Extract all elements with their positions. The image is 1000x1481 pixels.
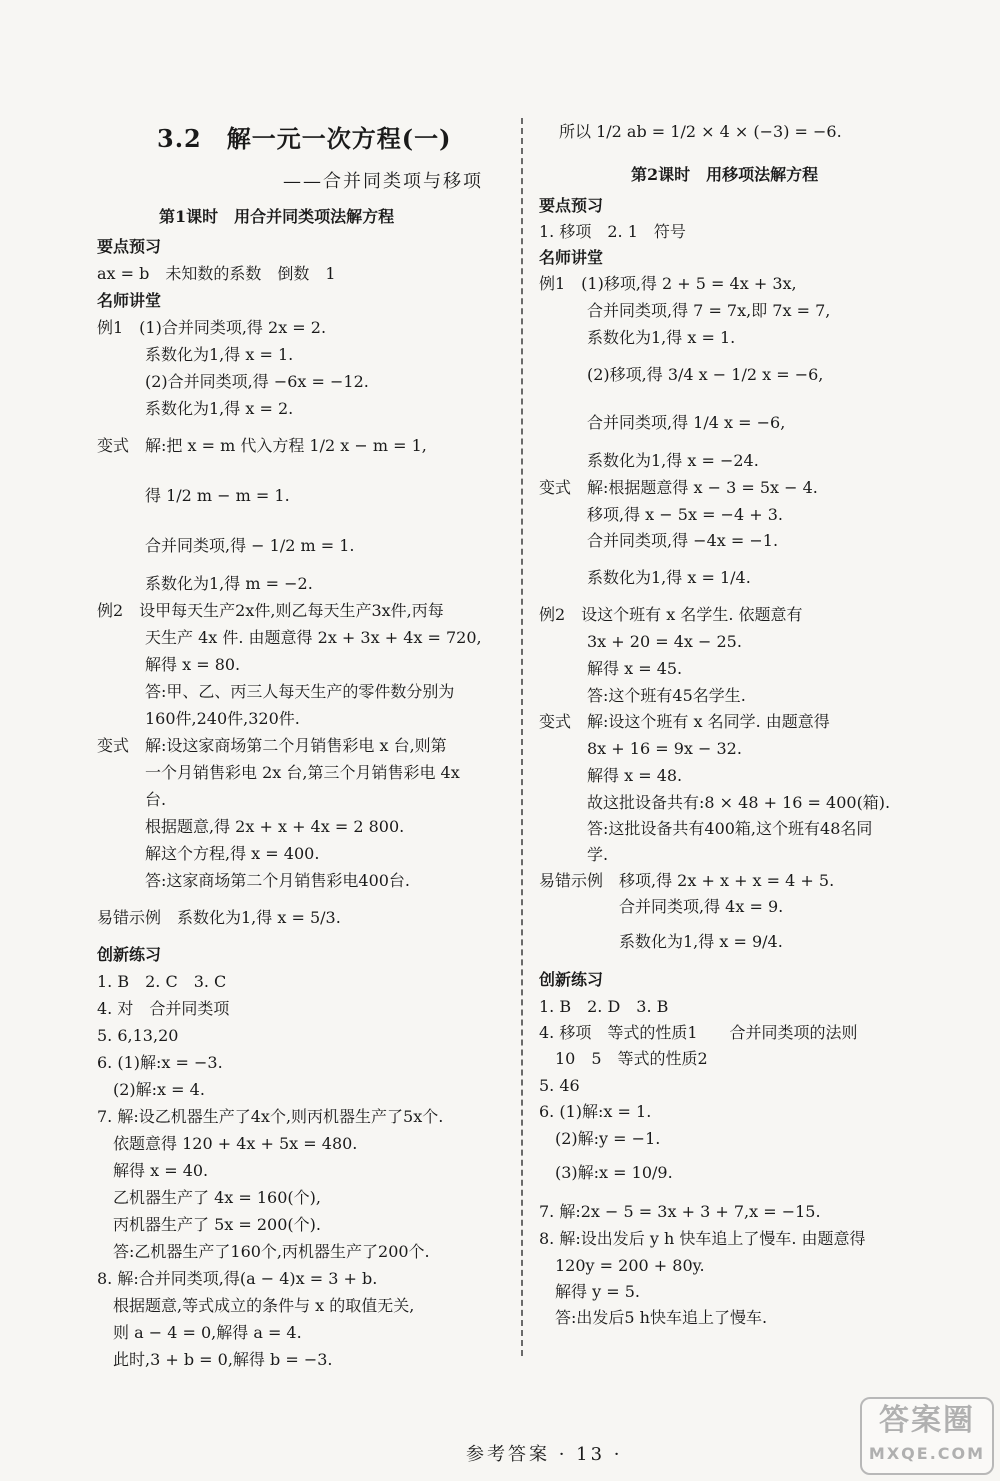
answer-line: 答:甲、乙、丙三人每天生产的零件数分别为: [97, 682, 455, 701]
answer-line: 变式 解:设这个班有 x 名同学. 由题意得: [539, 712, 830, 731]
answer-line: 答:这家商场第二个月销售彩电400台.: [97, 871, 411, 890]
answer-line: 8. 解:合并同类项,得(a − 4)x = 3 + b.: [97, 1269, 378, 1288]
answer-line: 160件,240件,320件.: [97, 709, 300, 728]
answer-line: 丙机器生产了 5x = 200(个).: [97, 1215, 321, 1234]
answer-line: 6. (1)解:x = −3.: [97, 1053, 223, 1072]
answer-line: 变式 解:设这家商场第二个月销售彩电 x 台,则第: [97, 736, 447, 755]
answer-line: 120y = 200 + 80y.: [539, 1256, 705, 1275]
answer-line: 答:乙机器生产了160个,丙机器生产了200个.: [97, 1242, 430, 1261]
answer-line: 易错示例 移项,得 2x + x + x = 4 + 5.: [539, 871, 835, 890]
answer-line: 根据题意,得 2x + x + 4x = 2 800.: [97, 817, 405, 836]
column-divider: [521, 118, 523, 1356]
watermark-logo: [860, 1397, 994, 1475]
answer-line: 解得 x = 80.: [97, 655, 241, 674]
watermark-url: MXQE.COM: [868, 1444, 986, 1463]
answer-line: 系数化为1,得 x = 1.: [97, 345, 294, 364]
answer-line: 1. 移项 2. 1 符号: [539, 222, 686, 241]
answer-line: 合并同类项,得 1/4 x = −6,: [539, 413, 786, 432]
answer-line: 一个月销售彩电 2x 台,第三个月销售彩电 4x: [97, 763, 460, 782]
answer-line: 例2 设这个班有 x 名学生. 依题意有: [539, 605, 803, 624]
answer-line: 例2 设甲每天生产2x件,则乙每天生产3x件,丙每: [97, 601, 444, 620]
answer-line: 依题意得 120 + 4x + 5x = 480.: [97, 1134, 358, 1153]
answer-line: 合并同类项,得 − 1/2 m = 1.: [97, 536, 355, 555]
answer-line: 故这批设备共有:8 × 48 + 16 = 400(箱).: [539, 793, 891, 812]
answer-line: 所以 1/2 ab = 1/2 × 4 × (−3) = −6.: [559, 122, 842, 141]
answer-line: 系数化为1,得 x = 1/4.: [539, 568, 751, 587]
answer-line: 得 1/2 m − m = 1.: [97, 486, 290, 505]
watermark-title: 答案圈: [879, 1403, 975, 1438]
answer-line: 4. 对 合并同类项: [97, 999, 230, 1018]
answer-line: 学.: [539, 845, 609, 864]
page-footer: 参考答案 · 13 ·: [466, 1444, 623, 1465]
answer-line: (2)移项,得 3/4 x − 1/2 x = −6,: [539, 365, 824, 384]
answer-line: (2)解:y = −1.: [539, 1129, 661, 1148]
answer-line: 天生产 4x 件. 由题意得 2x + 3x + 4x = 720,: [97, 628, 482, 647]
answer-line: 8x + 16 = 9x − 32.: [539, 739, 742, 758]
answer-line: 7. 解:设乙机器生产了4x个,则丙机器生产了5x个.: [97, 1107, 444, 1126]
answer-line: 8. 解:设出发后 y h 快车追上了慢车. 由题意得: [539, 1229, 866, 1248]
lesson-1-heading: 第1课时 用合并同类项法解方程: [159, 207, 395, 226]
answer-line: 解得 x = 45.: [539, 659, 683, 678]
answer-line: 易错示例 系数化为1,得 x = 5/3.: [97, 908, 341, 927]
answer-line: 根据题意,等式成立的条件与 x 的取值无关,: [97, 1296, 415, 1315]
section-title: 3.2 解一元一次方程(一): [157, 124, 452, 153]
answer-line: 例1 (1)合并同类项,得 2x = 2.: [97, 318, 327, 337]
answer-line: 5. 46: [539, 1076, 580, 1095]
section-heading: 名师讲堂: [97, 291, 162, 310]
answer-line: 1. B 2. D 3. B: [539, 997, 669, 1016]
answer-line: (2)合并同类项,得 −6x = −12.: [97, 372, 369, 391]
answer-line: ax = b 未知数的系数 倒数 1: [97, 264, 336, 283]
answer-line: 6. (1)解:x = 1.: [539, 1102, 652, 1121]
section-heading: 名师讲堂: [539, 248, 604, 267]
answer-line: 乙机器生产了 4x = 160(个),: [97, 1188, 321, 1207]
answer-line: 则 a − 4 = 0,解得 a = 4.: [97, 1323, 302, 1342]
section-heading: 要点预习: [97, 237, 162, 256]
answer-line: 系数化为1,得 x = −24.: [539, 451, 759, 470]
answer-line: 答:这批设备共有400箱,这个班有48名同: [539, 819, 873, 838]
answer-line: 解这个方程,得 x = 400.: [97, 844, 320, 863]
section-heading: 创新练习: [97, 945, 162, 964]
answer-line: 4. 移项 等式的性质1 合并同类项的法则: [539, 1023, 858, 1042]
answer-line: 变式 解:根据题意得 x − 3 = 5x − 4.: [539, 478, 818, 497]
answer-line: 7. 解:2x − 5 = 3x + 3 + 7,x = −15.: [539, 1202, 821, 1221]
answer-line: 10 5 等式的性质2: [539, 1049, 708, 1068]
section-heading: 要点预习: [539, 196, 604, 215]
answer-line: 台.: [97, 790, 167, 809]
answer-line: 答:出发后5 h快车追上了慢车.: [539, 1308, 768, 1327]
answer-line: 合并同类项,得 7 = 7x,即 7x = 7,: [539, 301, 831, 320]
answer-line: 答:这个班有45名学生.: [539, 686, 746, 705]
answer-line: 合并同类项,得 4x = 9.: [539, 897, 784, 916]
section-subtitle: ——合并同类项与移项: [283, 171, 483, 192]
answer-line: 系数化为1,得 x = 1.: [539, 328, 736, 347]
answer-line: 系数化为1,得 m = −2.: [97, 574, 313, 593]
answer-line: 3x + 20 = 4x − 25.: [539, 632, 742, 651]
answer-line: 移项,得 x − 5x = −4 + 3.: [539, 505, 783, 524]
answer-line: 变式 解:把 x = m 代入方程 1/2 x − m = 1,: [97, 436, 427, 455]
answer-line: 1. B 2. C 3. C: [97, 972, 227, 991]
answer-line: 此时,3 + b = 0,解得 b = −3.: [97, 1350, 333, 1369]
answer-line: 解得 y = 5.: [539, 1282, 640, 1301]
section-heading: 创新练习: [539, 970, 604, 989]
answer-line: (3)解:x = 10/9.: [539, 1163, 673, 1182]
answer-line: (2)解:x = 4.: [97, 1080, 205, 1099]
answer-line: 系数化为1,得 x = 2.: [97, 399, 294, 418]
answer-line: 5. 6,13,20: [97, 1026, 179, 1045]
answer-line: 解得 x = 48.: [539, 766, 683, 785]
lesson-2-heading: 第2课时 用移项法解方程: [631, 165, 819, 184]
answer-line: 例1 (1)移项,得 2 + 5 = 4x + 3x,: [539, 274, 797, 293]
answer-line: 合并同类项,得 −4x = −1.: [539, 531, 779, 550]
answer-line: 解得 x = 40.: [97, 1161, 209, 1180]
answer-line: 系数化为1,得 x = 9/4.: [539, 932, 783, 951]
